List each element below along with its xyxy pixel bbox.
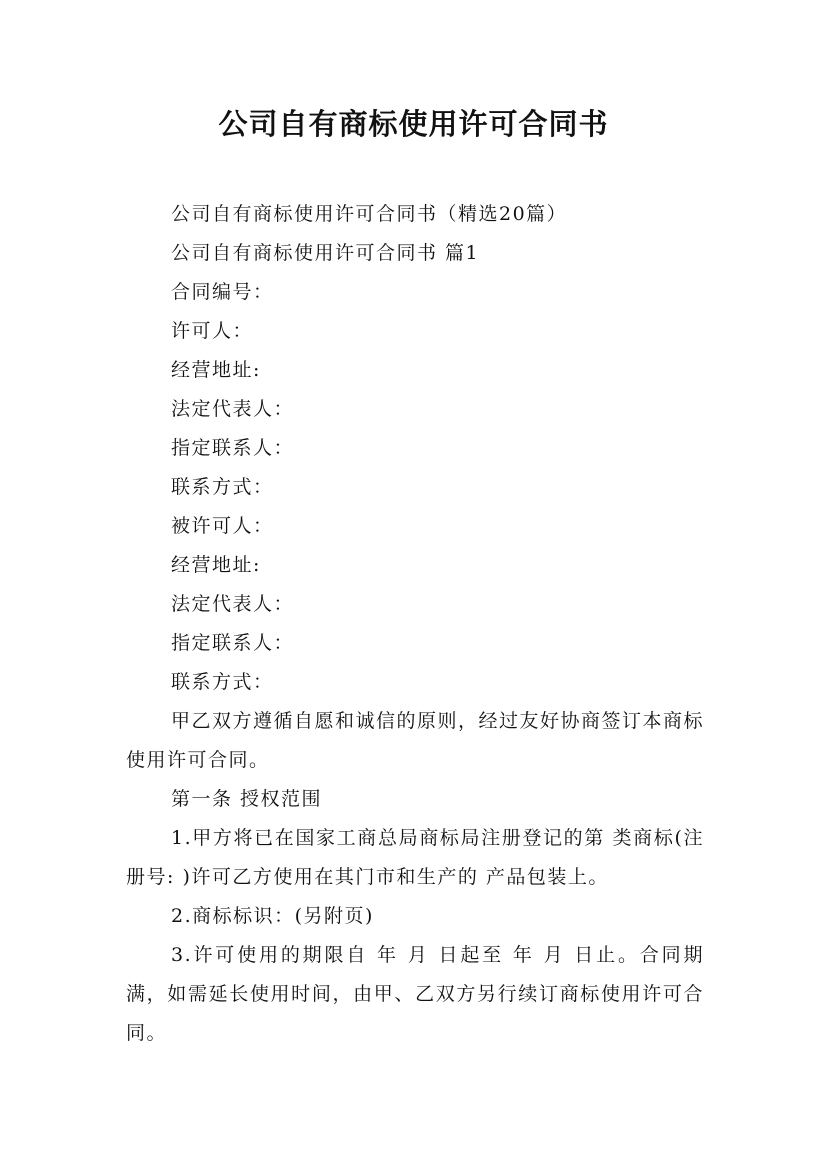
document-body — [126, 195, 704, 1053]
licensor-legal-rep-field: 法定代表人： — [171, 398, 295, 420]
clause-2-paragraph: 2.商标标识：(另附页) — [171, 905, 374, 927]
licensor-contact-method-field: 联系方式： — [171, 476, 274, 498]
licensor-field: 许可人： — [171, 320, 254, 342]
document-title: 公司自有商标使用许可合同书 — [218, 107, 609, 141]
section-heading: 公司自有商标使用许可合同书 篇1 — [171, 242, 480, 264]
licensor-contact-person-field: 指定联系人： — [171, 437, 295, 459]
mutual-agreement-paragraph: 甲乙双方遵循自愿和诚信的原则，经过友好协商签订本商标使用许可合同。 — [126, 710, 705, 771]
licensee-contact-person-field: 指定联系人： — [171, 632, 295, 654]
licensee-legal-rep-field: 法定代表人： — [171, 593, 295, 615]
subtitle-selection: 公司自有商标使用许可合同书（精选20篇） — [171, 203, 568, 225]
licensee-field: 被许可人： — [171, 515, 274, 537]
licensee-contact-method-field: 联系方式： — [171, 671, 274, 693]
article-one-heading: 第一条 授权范围 — [171, 788, 323, 810]
contract-number-field: 合同编号： — [171, 281, 274, 303]
licensor-address-field: 经营地址: — [171, 359, 261, 381]
clause-3-paragraph: 3.许可使用的期限自 年 月 日起至 年 月 日止。合同期满，如需延长使用时间，由甲、乙双方另行续订商标使用许可合同。 — [126, 944, 704, 1044]
licensee-address-field: 经营地址: — [171, 554, 261, 576]
clause-1-paragraph: 1.甲方将已在国家工商总局商标局注册登记的第 类商标(注册号: )许可乙方使用在其门市和生产的 产品包装上。 — [126, 827, 704, 888]
